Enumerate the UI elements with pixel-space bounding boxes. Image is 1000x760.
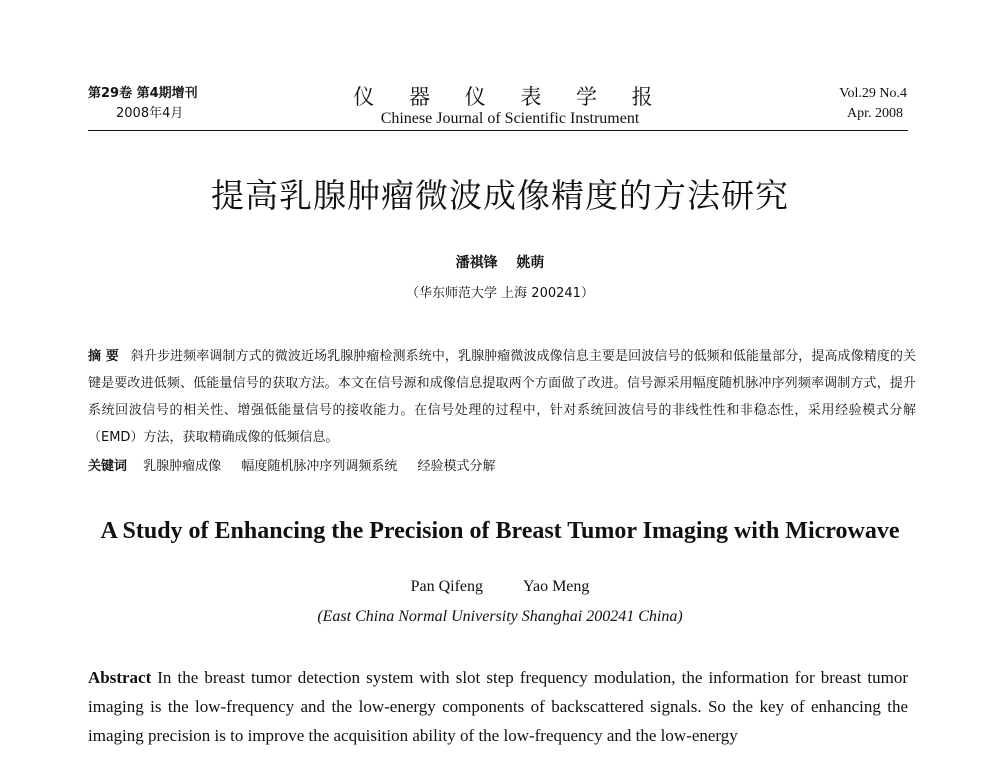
- paper-title-cn: 提高乳腺肿瘤微波成像精度的方法研究: [211, 176, 789, 215]
- authors-cn: 潘祺锋 姚萌: [455, 255, 545, 271]
- abstract-cn-label: 摘 要: [88, 349, 119, 364]
- abstract-en-text: In the breast tumor detection system with slot step frequency modulation, the information for breast tumor imaging is the low-frequency and the low-energy components of backscattered signals. So the key of enhancing the imaging precision is to improve the acquisition ability of the low-frequency and the low-energy: [88, 668, 908, 745]
- header-right: [839, 84, 907, 124]
- affiliation-en: (East China Normal University Shanghai 200241 China): [317, 608, 683, 625]
- header-divider: [88, 130, 908, 131]
- keywords-cn: [88, 455, 916, 474]
- journal-masthead: [330, 84, 690, 128]
- date-en: Apr. 2008: [847, 106, 903, 121]
- abstract-en-label: Abstract: [88, 668, 152, 687]
- abstract-cn: [88, 343, 916, 451]
- abstract-cn-text: 斜升步进频率调制方式的微波近场乳腺肿瘤检测系统中，乳腺肿瘤微波成像信息主要是回波信号的低频和低能量部分，提高成像精度的关键是要改进低频、低能量信号的获取方法。本文在信号源和成像信息提取两个方面做了改进。信号源采用幅度随机脉冲序列频率调制方式，提升系统回波信号的相关性、增强低能量信号的接收能力。在信号处理的过程中，针对系统回波信号的非线性性和非稳态性，采用经验模式分解（EMD）方法，获取精确成像的低频信息。: [88, 349, 916, 445]
- journal-name-cn: 仪 器 仪 表 学 报: [353, 85, 667, 109]
- affiliation-cn: （华东师范大学 上海 200241）: [406, 286, 594, 301]
- volume-en: Vol.29 No.4: [839, 86, 907, 101]
- abstract-en: [88, 663, 908, 750]
- author-en: Pan Qifeng: [410, 578, 484, 595]
- author-en: Yao Meng: [523, 578, 590, 595]
- date-cn: 2008年4月: [116, 106, 184, 121]
- header-left: [88, 84, 198, 124]
- paper-title-en: A Study of Enhancing the Precision of Breast Tumor Imaging with Microwave: [100, 518, 900, 544]
- authors-en: [0, 578, 1000, 596]
- journal-name-en: Chinese Journal of Scientific Instrument: [380, 110, 640, 127]
- volume-issue-cn: 第29卷 第4期增刊: [88, 86, 198, 101]
- keyword-item: 幅度随机脉冲序列调频系统: [241, 459, 398, 474]
- keyword-item: 乳腺肿瘤成像: [143, 459, 222, 474]
- keywords-cn-label: 关键词: [88, 459, 128, 474]
- keyword-item: 经验模式分解: [417, 459, 496, 474]
